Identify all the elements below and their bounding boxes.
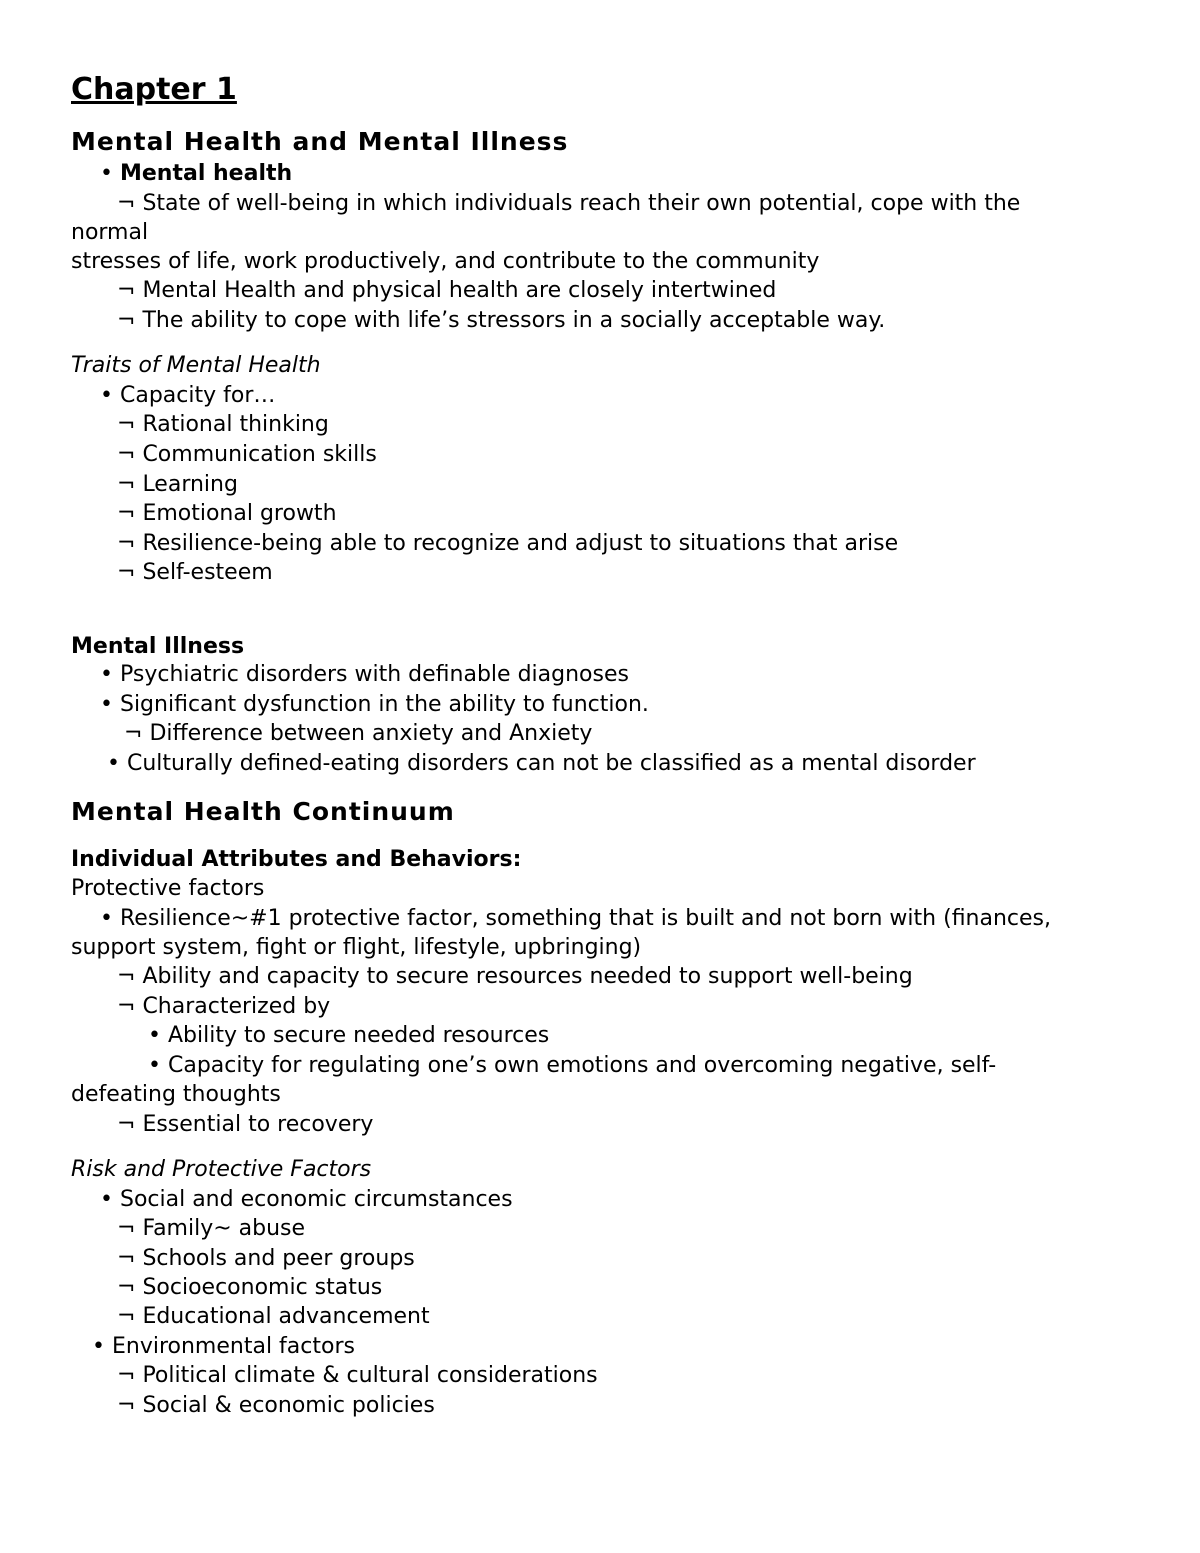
bullet-icon: • (100, 692, 113, 717)
list-item (117, 1111, 373, 1139)
chapter-title: Chapter 1 (71, 72, 237, 107)
bullet-icon: • (92, 1334, 105, 1359)
negation-bullet-icon: ¬ (117, 442, 136, 467)
list-item-text: State of well-being in which individuals reach their own potential, cope with the (142, 191, 1021, 216)
bullet-icon: • (100, 383, 113, 408)
list-item-text: Environmental factors (111, 1334, 355, 1359)
list-item-continuation: stresses of life, work productively, and contribute to the community (71, 249, 820, 274)
list-item (117, 471, 238, 499)
list-item (117, 1215, 305, 1243)
subheading-risk-protective: Risk and Protective Factors (71, 1157, 372, 1182)
list-item-text: Culturally defined-eating disorders can not be classified as a mental disorder (126, 751, 976, 776)
list-item-text: Educational advancement (142, 1304, 430, 1329)
list-item (148, 1052, 996, 1080)
list-item-continuation: defeating thoughts (71, 1082, 281, 1107)
list-item-text: Communication skills (142, 442, 377, 467)
list-item (117, 1362, 598, 1390)
negation-bullet-icon: ¬ (117, 308, 136, 333)
list-item-text: Schools and peer groups (142, 1246, 415, 1271)
bullet-icon: • (100, 1187, 113, 1212)
list-item-text: The ability to cope with life’s stressors in a socially acceptable way. (142, 308, 886, 333)
list-item-text: Family~ abuse (142, 1216, 306, 1241)
list-item-text: Resilience~#1 protective factor, something that is built and not born with (finances, (119, 906, 1051, 931)
subheading-traits: Traits of Mental Health (71, 353, 321, 378)
list-item (117, 441, 377, 469)
list-item (124, 720, 592, 748)
list-item-text: Social & economic policies (142, 1393, 435, 1418)
list-item-text: Social and economic circumstances (119, 1187, 513, 1212)
list-item (100, 1186, 513, 1214)
list-item (100, 382, 275, 410)
negation-bullet-icon: ¬ (117, 1363, 136, 1388)
list-item (100, 905, 1051, 933)
negation-bullet-icon: ¬ (117, 531, 136, 556)
list-item-continuation: support system, fight or flight, lifestyle, upbringing) (71, 935, 642, 960)
bullet-icon: • (100, 662, 113, 687)
bullet-icon: • (107, 751, 120, 776)
list-item-text: Resilience-being able to recognize and adjust to situations that arise (142, 531, 899, 556)
list-item-text: Self-esteem (142, 560, 273, 585)
list-item (117, 500, 337, 528)
list-item (117, 530, 898, 558)
list-item (100, 691, 649, 719)
list-item (117, 277, 776, 305)
section-heading-continuum: Mental Health Continuum (71, 797, 455, 826)
subheading-mental-illness: Mental Illness (71, 634, 245, 659)
list-item-text: Capacity for… (119, 383, 276, 408)
bullet-mental-health (100, 160, 292, 188)
list-item (100, 661, 629, 689)
list-item-text: Capacity for regulating one’s own emotions and overcoming negative, self- (167, 1053, 997, 1078)
list-item (117, 1392, 435, 1420)
negation-bullet-icon: ¬ (117, 994, 136, 1019)
bullet-icon: • (100, 161, 113, 186)
negation-bullet-icon: ¬ (117, 1393, 136, 1418)
list-item-text: Socioeconomic status (142, 1275, 383, 1300)
list-item-text: Mental Health and physical health are closely intertwined (142, 278, 777, 303)
list-item-text: Ability and capacity to secure resources needed to support well-being (142, 964, 913, 989)
negation-bullet-icon: ¬ (117, 501, 136, 526)
list-item (92, 1333, 355, 1361)
negation-bullet-icon: ¬ (117, 278, 136, 303)
negation-bullet-icon: ¬ (117, 1304, 136, 1329)
list-item (117, 1274, 382, 1302)
bullet-icon: • (148, 1053, 161, 1078)
list-item (117, 411, 329, 439)
list-item (148, 1022, 549, 1050)
list-item-text: Difference between anxiety and Anxiety (149, 721, 593, 746)
list-item-text: Essential to recovery (142, 1112, 374, 1137)
list-item (117, 963, 913, 991)
negation-bullet-icon: ¬ (117, 1216, 136, 1241)
list-item-text: Psychiatric disorders with definable diagnoses (119, 662, 629, 687)
label-protective-factors: Protective factors (71, 876, 265, 901)
list-item (117, 559, 273, 587)
list-item (117, 1245, 415, 1273)
negation-bullet-icon: ¬ (117, 1112, 136, 1137)
bullet-icon: • (100, 906, 113, 931)
bullet-icon: • (148, 1023, 161, 1048)
section-heading-mental-health-illness: Mental Health and Mental Illness (71, 127, 569, 156)
negation-bullet-icon: ¬ (124, 721, 143, 746)
list-item-continuation: normal (71, 220, 149, 245)
list-item (117, 1303, 430, 1331)
list-item (107, 750, 976, 778)
list-item (117, 993, 330, 1021)
negation-bullet-icon: ¬ (117, 472, 136, 497)
negation-bullet-icon: ¬ (117, 412, 136, 437)
list-item-text: Rational thinking (142, 412, 329, 437)
negation-bullet-icon: ¬ (117, 560, 136, 585)
negation-bullet-icon: ¬ (117, 964, 136, 989)
term-mental-health: Mental health (119, 161, 293, 186)
negation-bullet-icon: ¬ (117, 191, 136, 216)
list-item-text: Political climate & cultural considerations (142, 1363, 598, 1388)
list-item-text: Significant dysfunction in the ability to function. (119, 692, 649, 717)
subheading-individual-attributes: Individual Attributes and Behaviors: (71, 847, 522, 872)
list-item (117, 307, 885, 335)
list-item-text: Learning (142, 472, 238, 497)
list-item-text: Characterized by (142, 994, 331, 1019)
list-item (117, 190, 1020, 218)
list-item-text: Ability to secure needed resources (167, 1023, 550, 1048)
list-item-text: Emotional growth (142, 501, 337, 526)
negation-bullet-icon: ¬ (117, 1275, 136, 1300)
negation-bullet-icon: ¬ (117, 1246, 136, 1271)
